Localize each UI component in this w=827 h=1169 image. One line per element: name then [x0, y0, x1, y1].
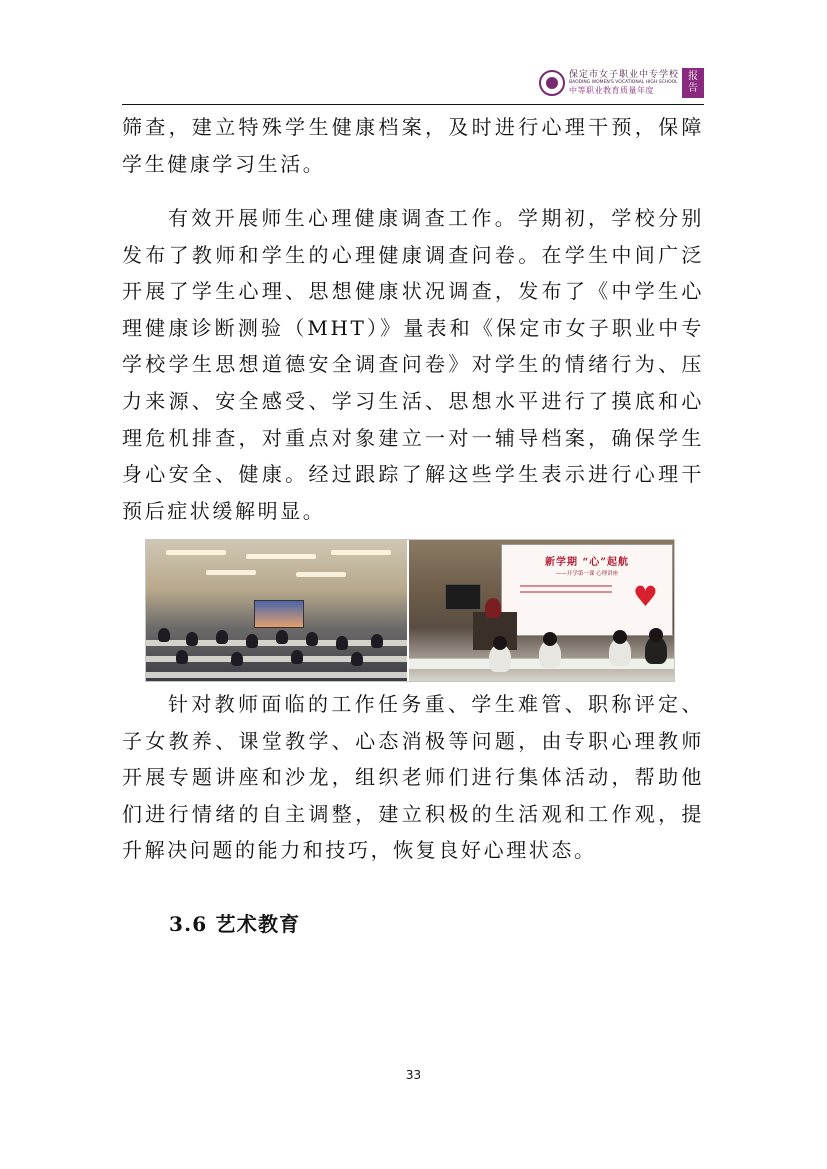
- school-seal-icon: [539, 70, 565, 96]
- report-badge-char-1: 报: [688, 71, 698, 82]
- student-head: [649, 628, 663, 642]
- student-head: [493, 636, 507, 650]
- ceiling-light: [246, 554, 316, 559]
- school-logo: [539, 66, 704, 100]
- paragraph-teacher-support: 针对教师面临的工作任务重、学生难管、职称评定、子女教养、课堂教学、心态消极等问题，由专职心理教师开展专题讲座和沙龙，组织老师们进行集体活动，帮助他们进行情绪的自主调整，建立积极的生活观和工作观，提升解决问题的能力和技巧，恢复良好心理状态。: [122, 692, 704, 863]
- audience-member: [186, 632, 198, 646]
- slide-text-line: [520, 591, 612, 593]
- page-header: [122, 62, 704, 105]
- slide-title: 新学期 “心”起航: [545, 557, 630, 568]
- tv-monitor: [445, 584, 481, 610]
- projected-slide: [501, 544, 673, 636]
- lecture-hall-photo: [146, 540, 407, 681]
- paragraph-mental-health-survey: 有效开展师生心理健康调查工作。学期初，学校分别发布了教师和学生的心理健康调查问卷。在学生中间广泛开展了学生心理、思想健康状况调查，发布了《中学生心理健康诊断测验（MHT）》量表和《保定市女子职业中专学校学生思想道德安全调查问卷》对学生的情绪行为、压力来源、安全感受、学习生活、思想水平进行了摸底和心理危机排查，对重点对象建立一对一辅导档案，确保学生身心安全、健康。经过跟踪了解这些学生表示进行心理干预后症状缓解明显。: [122, 206, 704, 523]
- logo-report-subtitle: 中等职业教育质量年度: [568, 86, 654, 96]
- photo-row: [145, 539, 675, 682]
- paragraph-continued: 筛查，建立特殊学生健康档案，及时进行心理干预，保障学生健康学习生活。: [122, 115, 704, 176]
- stage-screen: [254, 600, 304, 628]
- student-head: [613, 630, 627, 644]
- audience-member: [336, 636, 348, 650]
- classroom-lecture-photo: [407, 540, 674, 681]
- audience-member: [371, 634, 383, 648]
- audience-member: [231, 652, 243, 666]
- logo-text: [569, 71, 679, 96]
- ceiling-light: [166, 550, 226, 555]
- audience-member: [246, 634, 258, 648]
- student-head: [543, 632, 557, 646]
- speaker: [485, 598, 501, 618]
- audience-member: [158, 628, 170, 642]
- audience-member: [276, 630, 288, 644]
- ceiling-light: [206, 570, 256, 575]
- page-number: 33: [405, 1068, 422, 1082]
- audience-member: [216, 630, 228, 644]
- report-badge: [682, 68, 704, 98]
- audience-member: [351, 652, 363, 666]
- heart-icon: ♥: [632, 580, 659, 613]
- section-heading-art-education: 3.6 艺术教育: [169, 912, 301, 936]
- seat-row: [146, 672, 407, 678]
- ceiling-light: [331, 550, 391, 555]
- logo-english-name: BAODING WOMEN'S VOCATIONAL HIGH SCHOOL: [568, 79, 678, 85]
- logo-chinese-name: 保定市女子职业中专学校: [568, 69, 679, 80]
- slide-text-line: [520, 585, 612, 587]
- audience-member: [306, 632, 318, 646]
- slide-subtitle: ——开学第一课 心理讲座: [555, 571, 619, 577]
- ceiling-light: [296, 572, 346, 577]
- audience-member: [176, 650, 188, 664]
- audience-member: [291, 650, 303, 664]
- report-badge-char-2: 告: [688, 83, 698, 94]
